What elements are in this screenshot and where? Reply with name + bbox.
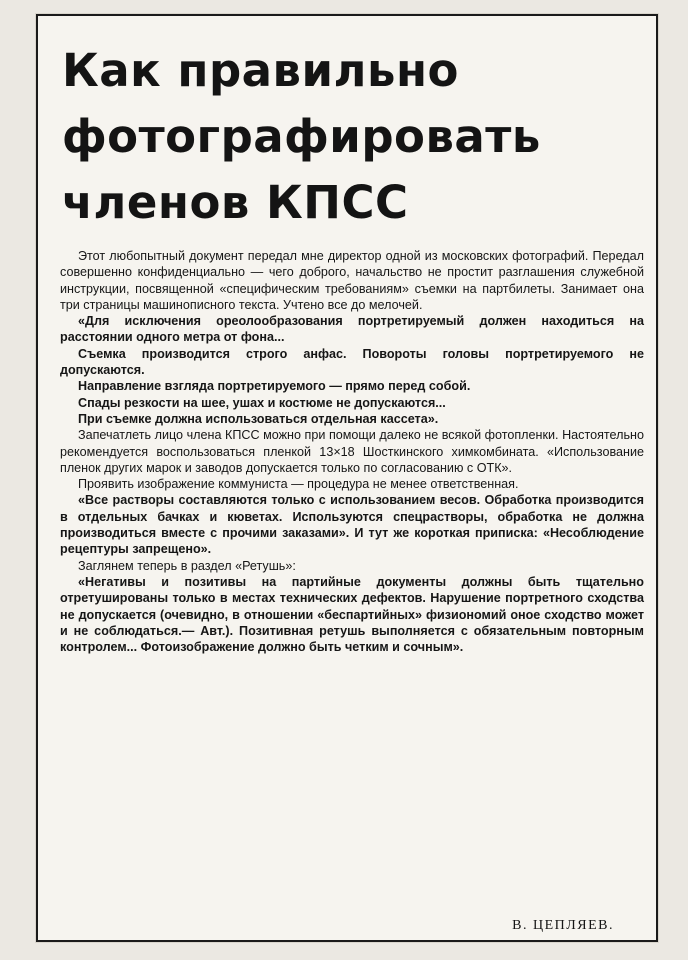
newspaper-clipping <box>36 14 658 942</box>
article-paragraph: Направление взгляда портретируемого — прямо перед собой. <box>78 379 471 394</box>
article-paragraph: Заглянем теперь в раздел «Ретушь»: <box>78 558 296 573</box>
headline-line-3: членов КПСС <box>62 176 409 229</box>
article-body <box>60 248 644 655</box>
article-paragraph: Этот любопытный документ передал мне директор одной из московских фотографий. Передал совершенно конфиденциально — чего доброго, начальство не простит разглашения служебной инструкции, посвященной «специфическим требованиям» съемки на партбилеты. Занимает она три страницы машинописного текста. Учтено все до мелочей. <box>60 249 644 312</box>
article-paragraph: «Все растворы составляются только с использованием весов. Обработка производится в отдельных бачках и кюветах. Используются спецрастворы, обработка не должна производиться вместе с прочими заказами». И тут же короткая приписка: «Несоблюдение рецептуры запрещено». <box>60 493 644 557</box>
article-paragraph: «Негативы и позитивы на партийные документы должны быть тщательно отретушированы только в местах технических дефектов. Нарушение портретного сходства не допускается (очевидно, в отношении «беспартийных» физиономий оное сходство может и не соблюдаться.— Авт.). Позитивная ретушь выполняется с обязательным повторным контролем... Фотоизображение должно быть четким и сочным». <box>60 574 644 655</box>
article-paragraph: Запечатлеть лицо члена КПСС можно при помощи далеко не всякой фотопленки. Настоятельно рекомендуется воспользоваться пленкой 13×18 Шосткинского химкомбината. «Использование пленок других марок и заводов допускается только по согласованию с ОТК». <box>60 428 644 475</box>
headline <box>62 38 622 236</box>
author-signature: В. ЦЕПЛЯЕВ. <box>512 918 614 933</box>
article-paragraph: Проявить изображение коммуниста — процедура не менее ответственная. <box>78 477 519 492</box>
article-paragraph: Спады резкости на шее, ушах и костюме не допускаются... <box>78 395 446 410</box>
article-paragraph: При съемке должна использоваться отдельная кассета». <box>78 411 439 426</box>
headline-line-2: фотографировать <box>62 110 541 163</box>
headline-line-1: Как правильно <box>62 44 459 97</box>
article-paragraph: Съемка производится строго анфас. Повороты головы портретируемого не допускаются. <box>60 346 644 378</box>
article-paragraph: «Для исключения ореолообразования портретируемый должен находиться на расстоянии одного метра от фона... <box>60 314 644 345</box>
